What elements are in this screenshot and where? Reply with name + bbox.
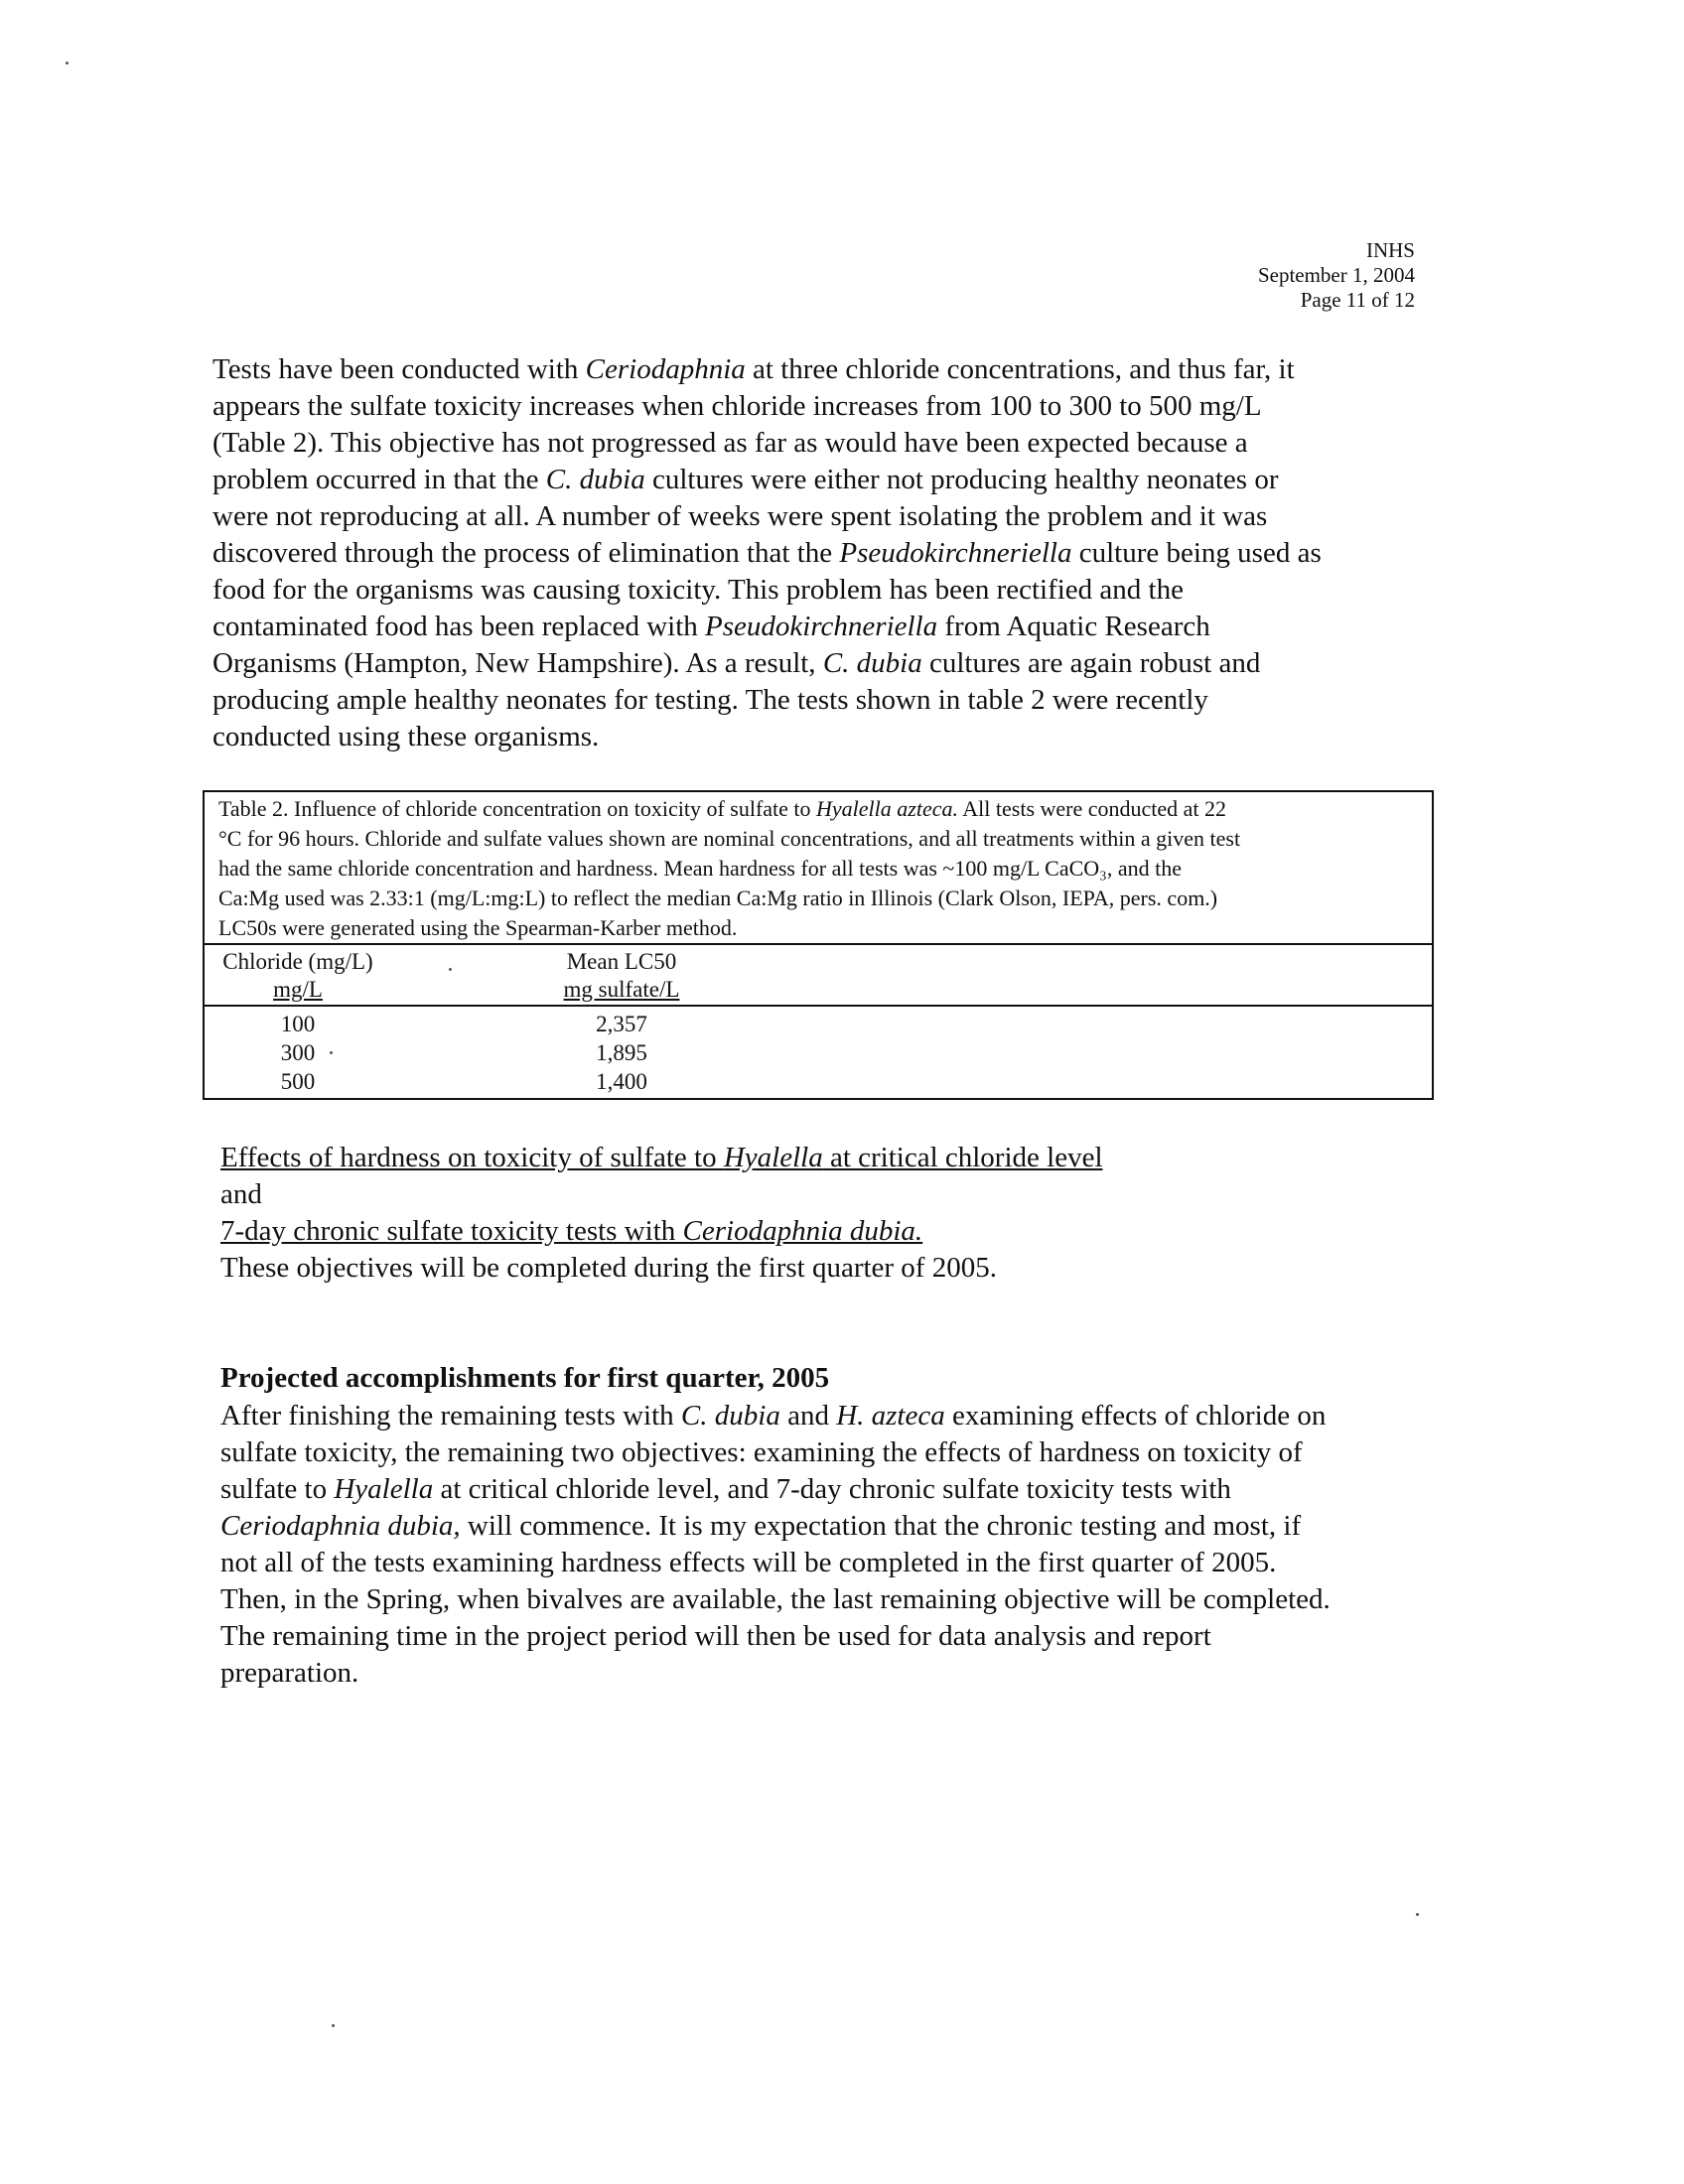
text-run: The remaining time in the project period will then be used for data analysis and report	[220, 1620, 1211, 1652]
text-run: from Aquatic Research	[937, 611, 1210, 642]
text-run: contaminated food has been replaced with	[212, 611, 706, 642]
scan-speck	[66, 62, 69, 65]
table-2	[203, 790, 1434, 1100]
italic-text: C. dubia	[822, 647, 922, 679]
text-run: °C for 96 hours. Chloride and sulfate values shown are nominal concentrations, and all treatments within a given test	[218, 826, 1241, 851]
text-run: All tests were conducted at 22	[958, 796, 1227, 821]
text-line	[218, 854, 1422, 884]
objectives-conjunction: and	[220, 1178, 262, 1210]
text-run: Table 2. Influence of chloride concentration on toxicity of sulfate to	[218, 796, 817, 821]
italic-text: Pseudokirchneriella	[839, 537, 1072, 569]
text-run: sulfate to	[220, 1473, 335, 1505]
text-run: cultures are again robust and	[921, 647, 1261, 679]
cell-lc50: 1,400	[596, 1069, 647, 1094]
cell-chloride: 500	[280, 1069, 316, 1094]
text-run: sulfate toxicity, the remaining two objectives: examining the effects of hardness on toxicity of	[220, 1436, 1303, 1468]
table-row	[205, 1038, 1432, 1067]
header-date: September 1, 2004	[1257, 263, 1415, 287]
text-run: After finishing the remaining tests with	[220, 1400, 681, 1432]
italic-text: Hyalella	[723, 1142, 823, 1173]
objectives-completion-note: These objectives will be completed during the first quarter of 2005.	[220, 1252, 997, 1284]
text-line	[212, 645, 1434, 682]
text-line	[220, 1581, 1442, 1618]
text-run: Organisms (Hampton, New Hampshire). As a result,	[212, 647, 823, 679]
italic-text: Hyalella	[334, 1473, 434, 1505]
text-line	[220, 1618, 1442, 1655]
text-run: at critical chloride level	[822, 1142, 1103, 1173]
text-run: had the same chloride concentration and hardness. Mean hardness for all tests was ~100 mg/L CaCO₃, and the	[218, 856, 1182, 881]
text-run: conducted using these organisms.	[212, 721, 600, 752]
text-line	[220, 1655, 1442, 1692]
text-run: food for the organisms was causing toxicity. This problem has been rectified and the	[212, 574, 1184, 606]
table-row	[205, 1010, 1432, 1038]
objective-hardness	[220, 1140, 1442, 1176]
italic-text: C. dubia	[680, 1400, 780, 1432]
italic-text: H. azteca	[836, 1400, 945, 1432]
projected-paragraph	[220, 1398, 1442, 1692]
cell-chloride: 300	[280, 1040, 316, 1065]
text-run: will commence. It is my expectation that the chronic testing and most, if	[460, 1510, 1302, 1542]
cell-lc50: 2,357	[596, 1012, 647, 1036]
objectives-block	[220, 1140, 1442, 1287]
text-run: at three chloride concentrations, and thus far, it	[745, 353, 1295, 385]
text-line	[212, 388, 1434, 425]
scan-speck	[449, 968, 452, 971]
text-line	[212, 719, 1434, 755]
italic-text: Pseudokirchneriella	[705, 611, 938, 642]
text-run: Tests have been conducted with	[212, 353, 586, 385]
text-run: Then, in the Spring, when bivalves are available, the last remaining objective will be completed.	[220, 1583, 1331, 1615]
table-body	[205, 1007, 1432, 1096]
objective-chronic	[220, 1213, 1442, 1250]
text-line	[212, 425, 1434, 462]
text-run: examining effects of chloride on	[944, 1400, 1327, 1432]
cell-lc50: 1,895	[596, 1040, 647, 1065]
italic-text: Ceriodaphnia	[585, 353, 746, 385]
text-line	[220, 1398, 1442, 1434]
text-run: producing ample healthy neonates for testing. The tests shown in table 2 were recently	[212, 684, 1208, 716]
italic-text: Ceriodaphnia dubia,	[220, 1510, 461, 1542]
text-run: and	[779, 1400, 837, 1432]
text-line	[218, 884, 1422, 913]
text-line	[212, 351, 1434, 388]
scan-speck	[332, 2024, 335, 2027]
text-run: Effects of hardness on toxicity of sulfate to	[220, 1142, 724, 1173]
text-line	[212, 609, 1434, 645]
text-run: culture being used as	[1071, 537, 1322, 569]
header-org: INHS	[1365, 238, 1415, 262]
text-line	[212, 462, 1434, 498]
text-line	[220, 1434, 1442, 1471]
text-run: (Table 2). This objective has not progressed as far as would have been expected because a	[212, 427, 1248, 459]
italic-text: C. dubia	[545, 464, 645, 495]
scan-speck	[330, 1051, 333, 1054]
section-heading-projected: Projected accomplishments for first quarter, 2005	[220, 1362, 830, 1394]
text-line	[220, 1508, 1442, 1545]
text-run: problem occurred in that the	[212, 464, 546, 495]
text-line	[212, 535, 1434, 572]
table-row	[205, 1067, 1432, 1096]
text-run: appears the sulfate toxicity increases when chloride increases from 100 to 300 to 500 mg/L	[212, 390, 1262, 422]
text-line	[218, 824, 1422, 854]
text-run: at critical chloride level, and 7-day chronic sulfate toxicity tests with	[433, 1473, 1231, 1505]
text-run: Ca:Mg used was 2.33:1 (mg/L:mg:L) to reflect the median Ca:Mg ratio in Illinois (Clark Olson, IEPA, pers. com.)	[218, 886, 1218, 910]
col-chloride-unit: mg/L	[273, 977, 323, 1002]
italic-text: Ceriodaphnia dubia.	[682, 1215, 923, 1247]
col-lc50-header	[522, 948, 721, 1004]
scan-speck	[1416, 1913, 1419, 1916]
col-lc50-unit: mg sulfate/L	[563, 977, 680, 1002]
text-line	[220, 1471, 1442, 1508]
col-lc50-title: Mean LC50	[566, 949, 677, 974]
col-chloride-title: Chloride (mg/L)	[222, 949, 373, 974]
intro-paragraph	[212, 351, 1434, 755]
col-chloride-header	[218, 948, 377, 1004]
text-line	[212, 498, 1434, 535]
text-run: discovered through the process of elimination that the	[212, 537, 840, 569]
table-header	[205, 945, 1432, 1007]
text-run: were not reproducing at all. A number of weeks were spent isolating the problem and it was	[212, 500, 1268, 532]
text-line	[218, 913, 1422, 943]
text-line	[218, 794, 1422, 824]
page-header	[1258, 238, 1415, 313]
text-line	[212, 682, 1434, 719]
text-run: not all of the tests examining hardness effects will be completed in the first quarter of 2005.	[220, 1547, 1277, 1578]
text-line	[220, 1545, 1442, 1581]
table-caption	[205, 792, 1432, 945]
text-run: cultures were either not producing healthy neonates or	[644, 464, 1279, 495]
italic-text: Hyalella azteca.	[816, 796, 958, 821]
text-run: preparation.	[220, 1657, 359, 1689]
text-line	[212, 572, 1434, 609]
text-run: LC50s were generated using the Spearman-Karber method.	[218, 915, 738, 940]
text-run: 7-day chronic sulfate toxicity tests with	[220, 1215, 683, 1247]
header-page-number: Page 11 of 12	[1300, 288, 1415, 312]
cell-chloride: 100	[280, 1012, 316, 1036]
